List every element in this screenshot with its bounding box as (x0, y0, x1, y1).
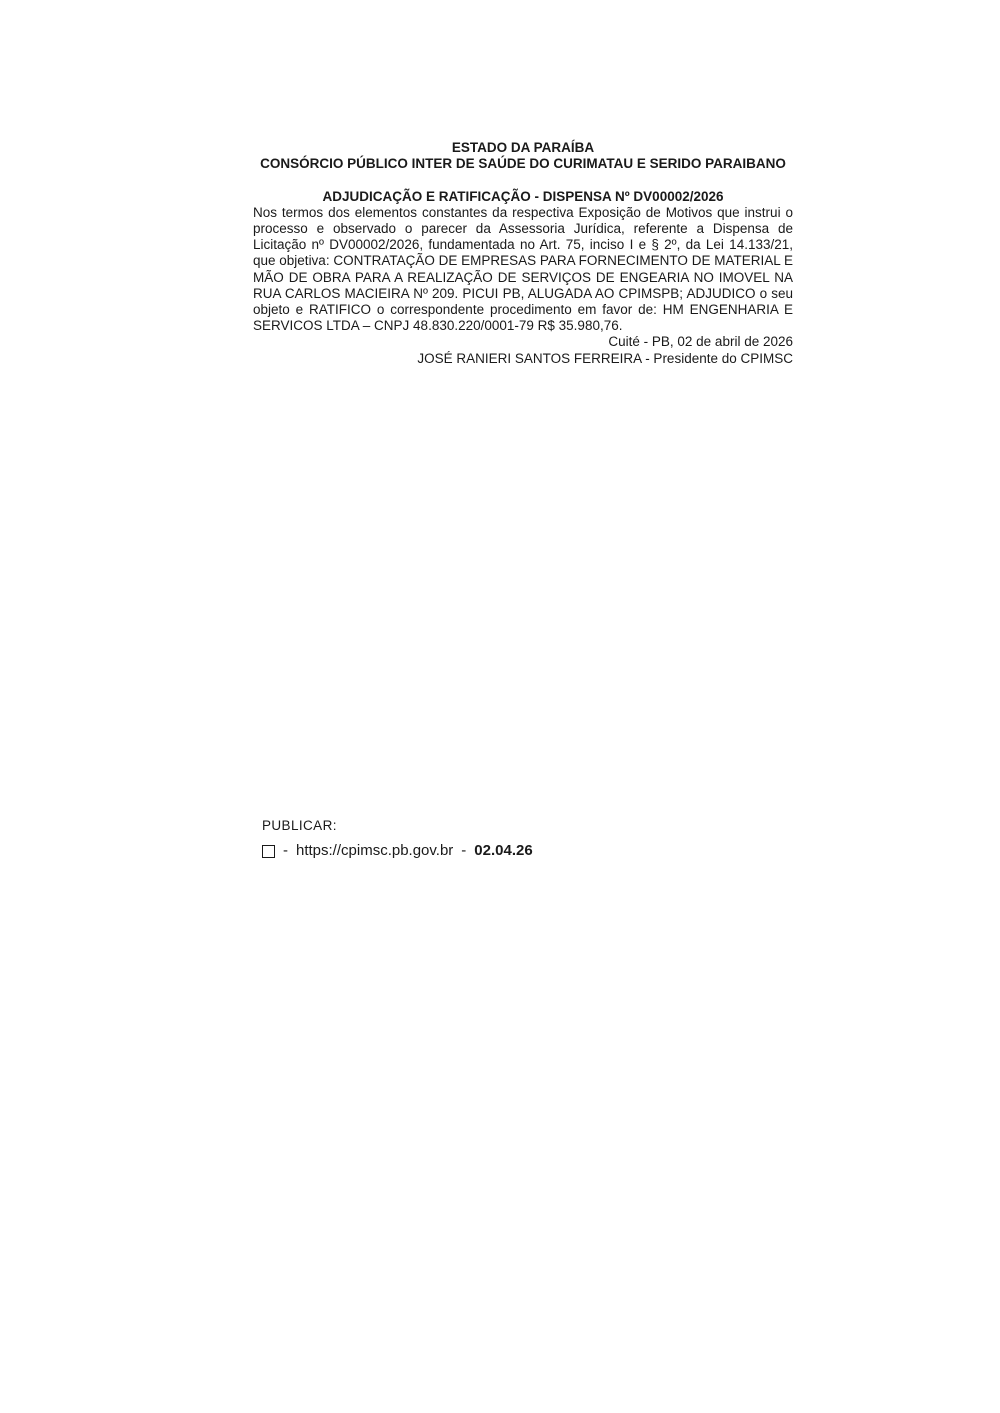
notice-document (253, 140, 793, 367)
publish-separator-left: - (283, 842, 288, 859)
publish-checkbox[interactable] (262, 845, 275, 858)
publish-date: 02.04.26 (474, 842, 533, 859)
notice-signature: JOSÉ RANIERI SANTOS FERREIRA - Presidente do CPIMSC (417, 350, 793, 366)
publish-entry-row (262, 842, 533, 860)
publish-separator-right: - (461, 842, 467, 859)
notice-title: ADJUDICAÇÃO E RATIFICAÇÃO - DISPENSA Nº DV00002/2026 (322, 188, 724, 204)
publish-section (262, 818, 533, 860)
publish-url[interactable]: https://cpimsc.pb.gov.br (296, 842, 454, 859)
header-state: ESTADO DA PARAÍBA (451, 140, 595, 155)
publish-label: PUBLICAR: (262, 818, 337, 833)
header-org: CONSÓRCIO PÚBLICO INTER DE SAÚDE DO CURIMATAU E SERIDO PARAIBANO (260, 156, 786, 172)
notice-dateline: Cuité - PB, 02 de abril de 2026 (608, 334, 793, 350)
notice-body: Nos termos dos elementos constantes da respectiva Exposição de Motivos que instrui o processo e observado o parecer da Assessoria Jurídica, referente a Dispensa de Licitação nº DV00002/2026, fundamentada no Art. 75, inciso I e § 2º, da Lei 14.133/21, que objetiva: CONTRATAÇÃO DE EMPRESAS PARA FORNECIMENTO DE MATERIAL E MÃO DE OBRA PARA A REALIZAÇÃO DE SERVIÇOS DE ENGEARIA NO IMOVEL NA RUA CARLOS MACIEIRA Nº 209. PICUI PB, ALUGADA AO CPIMSPB; ADJUDICO o seu objeto e RATIFICO o correspondente procedimento em favor de: HM ENGENHARIA E SERVICOS LTDA – CNPJ 48.830.220/0001-79 R$ 35.980,76. (253, 204, 793, 334)
